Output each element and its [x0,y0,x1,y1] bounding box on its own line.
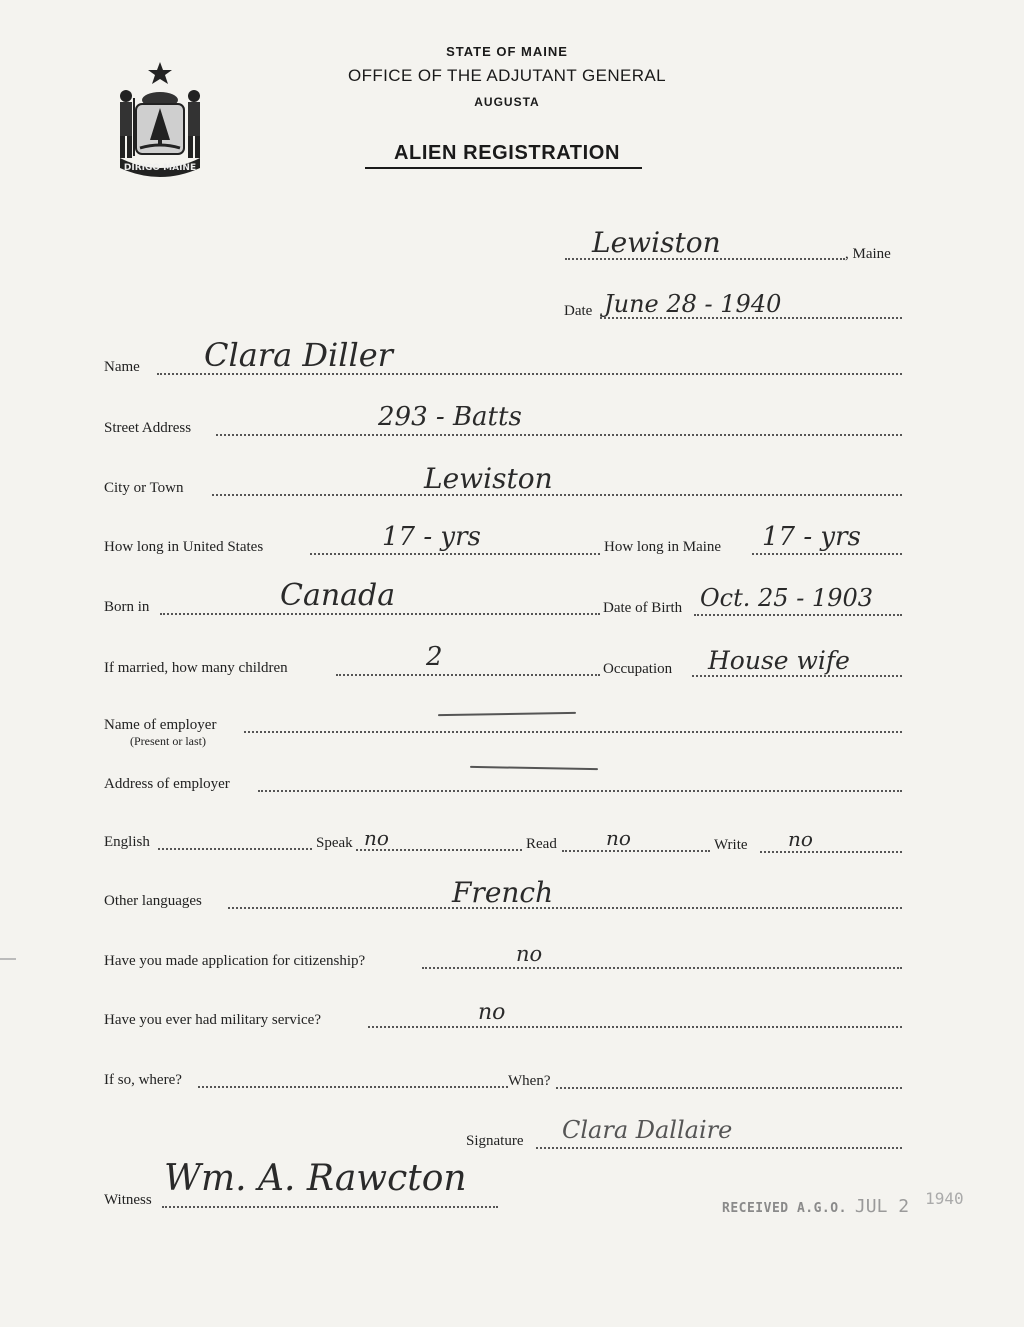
citizenship-value: no [516,942,543,966]
seal-text: DIRIGO MAINE [123,163,197,173]
write-value: no [788,827,813,851]
signature-label: Signature [466,1133,524,1149]
title-underline [365,167,642,169]
citizenship-label: Have you made application for citizenship? [104,953,366,969]
employer-dash [438,712,576,716]
write-line [760,851,902,853]
where-line [198,1086,508,1088]
maine-label: , Maine [845,246,891,262]
other-languages-line [228,907,902,909]
maine-years-value: 17 - yrs [762,522,861,552]
city-label: City or Town [104,480,184,496]
speak-value: no [364,826,389,850]
form-title: ALIEN REGISTRATION [394,142,620,164]
other-languages-value: French [452,876,554,909]
street-value: 293 - Batts [378,402,522,432]
military-label: Have you ever had military service? [104,1012,321,1028]
maine-years-line [752,553,902,555]
military-value: no [478,1000,506,1025]
name-label: Name [104,359,140,375]
date-label: Date [564,303,593,319]
employer-address-dash [470,766,598,770]
born-line [160,613,600,615]
speak-label: Speak [316,835,353,851]
city-heading: AUGUSTA [474,95,540,109]
dob-label: Date of Birth [603,600,683,616]
employer-line [244,731,902,733]
witness-label: Witness [104,1192,152,1208]
employer-sublabel: (Present or last) [130,734,206,748]
write-label: Write [714,837,748,853]
english-line [158,848,312,850]
us-years-line [310,553,600,555]
english-label: English [104,834,150,850]
read-label: Read [526,836,557,852]
born-label: Born in [104,599,150,615]
children-value: 2 [426,642,443,672]
where-label: If so, where? [104,1072,182,1088]
other-languages-label: Other languages [104,893,202,909]
born-value: Canada [280,578,396,613]
city-value: Lewiston [424,462,553,495]
name-value: Clara Diller [204,336,393,374]
office-heading: OFFICE OF THE ADJUTANT GENERAL [347,66,667,85]
date-value: June 28 - 1940 [604,290,782,318]
city-line [212,494,902,496]
stamp-received: RECEIVED A.G.O. [722,1201,847,1216]
occupation-label: Occupation [603,661,673,677]
read-line [562,850,710,852]
us-years-value: 17 - yrs [382,522,481,552]
signature-line [536,1147,902,1149]
maine-years-label: How long in Maine [604,539,722,555]
dob-line [694,614,902,616]
us-years-label: How long in United States [104,539,264,555]
stamp-year: 1940 [925,1189,964,1208]
occupation-line [692,675,902,677]
town-value: Lewiston [592,226,721,259]
street-label: Street Address [104,420,192,436]
occupation-value: House wife [708,646,850,675]
state-heading: STATE OF MAINE [446,44,568,59]
employer-address-line [258,790,902,792]
edge-mark [0,958,16,960]
military-line [368,1026,902,1028]
employer-label: Name of employer [104,717,217,733]
children-line [336,674,600,676]
when-label: When? [508,1073,551,1089]
signature-value: Clara Dallaire [562,1116,733,1144]
witness-value: Wm. A. Rawcton [164,1158,467,1199]
employer-address-label: Address of employer [104,776,230,792]
read-value: no [606,826,631,850]
children-label: If married, how many children [104,660,288,676]
witness-line [162,1206,498,1208]
citizenship-line [422,967,902,969]
when-line [556,1087,902,1089]
dob-value: Oct. 25 - 1903 [700,584,874,612]
received-stamp [722,1189,964,1217]
stamp-date: JUL 2 [854,1196,910,1217]
street-line [216,434,902,436]
